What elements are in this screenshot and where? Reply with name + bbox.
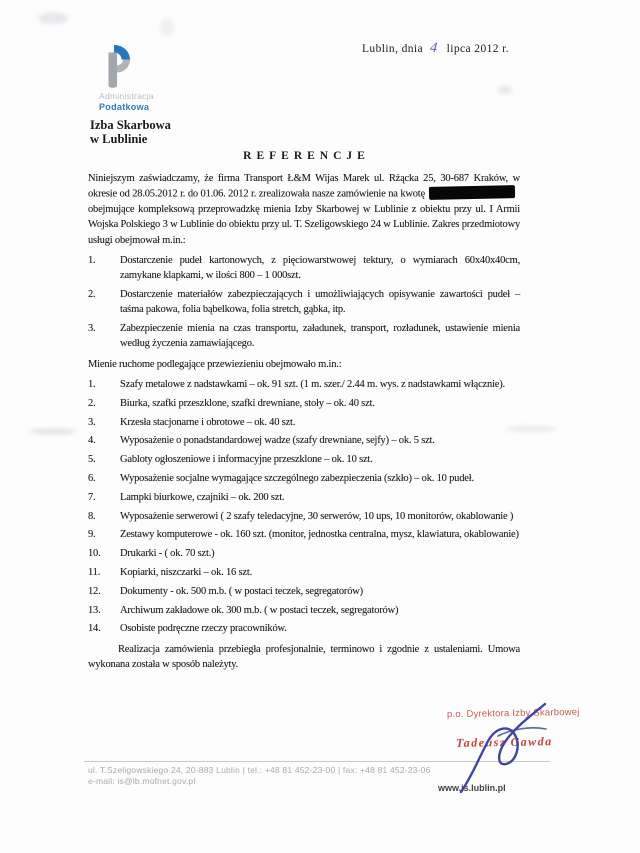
handwritten-signature — [448, 696, 568, 796]
logo-text-line1: Administracja — [99, 91, 154, 101]
scope-list — [88, 253, 520, 352]
issuer-line2: w Lublinie — [90, 132, 148, 146]
administracja-podatkowa-logo-icon — [102, 44, 134, 88]
list-item — [88, 396, 520, 411]
list-item-number: 6. — [88, 473, 96, 485]
signature-title-stamp: p.o. Dyrektora Izby Skarbowej — [446, 706, 580, 721]
list-item-text: Gabloty ogłoszeniowe i informacyjne przeszklone – ok. 10 szt. — [120, 454, 373, 466]
closing-paragraph: Realizacja zamówienia przebiegła profesjonalnie, terminowo i zgodnie z ustaleniami. Umowa wykonana została w sposób należyty. — [88, 643, 520, 671]
list-item — [88, 287, 520, 318]
list-item-number: 14. — [88, 623, 101, 635]
list-item — [88, 321, 520, 352]
list-item-number: 1. — [88, 254, 96, 266]
dateline — [362, 40, 509, 57]
list-item-text: Zabezpieczenie mienia na czas transportu, załadunek, transport, rozładunek, ustawienie mienia według życzenia zamawiającego. — [120, 323, 520, 350]
list-item-text: Dostarczenie materiałów zabezpieczających i umożliwiających opisywanie zawartości pudeł – taśma pakowa, folia bąbelkowa, folia stretch, gąbka, itp. — [120, 289, 520, 316]
list-item-text: Osobiste podręczne rzeczy pracowników. — [120, 623, 287, 635]
intro-text-after: obejmujące kompleksową przeprowadzkę mienia Izby Skarbowej w Lublinie z obiektu przy ul. I Armii Wojska Polskiego 3 w Lublinie do obiektu przy ul. T. Szeligowskiego 24 w Lublinie. Zakres przedmiotowy usługi obejmował m.in.: — [88, 204, 520, 246]
document-body — [88, 171, 520, 672]
list-item-text: Wyposażenie o ponadstandardowej wadze (szafy drewniane, sejfy) – ok. 5 szt. — [120, 435, 435, 447]
list-item-text: Kopiarki, niszczarki – ok. 16 szt. — [120, 567, 252, 579]
list-item-number: 9. — [88, 529, 96, 541]
signature-name-stamp: Tadeusz Gawda — [455, 734, 553, 750]
logo-text-line2: Podatkowa — [99, 102, 150, 112]
list-item — [88, 452, 520, 467]
handwritten-day: 4 — [429, 39, 439, 57]
property-intro: Mienie ruchome podlegające przewiezieniu obejmowało m.in.: — [88, 358, 342, 370]
footer-contact — [88, 765, 431, 787]
list-item — [88, 490, 520, 505]
list-item-number: 7. — [88, 491, 96, 503]
list-item-text: Archiwum zakładowe ok. 300 m.b. ( w postaci teczek, segregatorów) — [120, 604, 399, 616]
list-item-text: Biurka, szafki przeszklone, szafki drewniane, stoły – ok. 40 szt. — [120, 397, 375, 409]
list-item-text: Dokumenty - ok. 500 m.b. ( w postaci teczek, segregatorów) — [120, 585, 363, 597]
property-list — [88, 377, 520, 637]
list-item-number: 12. — [88, 585, 101, 597]
list-item-number: 11. — [88, 567, 101, 579]
list-item-text: Krzesła stacjonarne i obrotowe – ok. 40 szt. — [120, 416, 296, 428]
footer-email-line: e-mail: is@lb.mofnet.gov.pl — [88, 776, 196, 786]
list-item — [88, 471, 520, 486]
list-item-number: 8. — [88, 510, 96, 522]
document-title: REFERENCJE — [243, 150, 370, 162]
issuer-name — [90, 118, 171, 146]
list-item-number: 3. — [88, 323, 96, 335]
list-item-text: Szafy metalowe z nadstawkami – ok. 91 szt. (1 m. szer./ 2.44 m. wys. z nadstawkami włącznie). — [120, 379, 505, 391]
list-item — [88, 433, 520, 448]
intro-paragraph — [88, 171, 520, 248]
logo-block — [99, 44, 154, 112]
list-item-number: 5. — [88, 454, 96, 466]
list-item-text: Lampki biurkowe, czajniki – ok. 200 szt. — [120, 491, 285, 503]
dateline-prefix: Lublin, dnia — [362, 43, 424, 55]
list-item — [88, 546, 520, 561]
list-item — [88, 603, 520, 618]
list-item-number: 4. — [88, 435, 96, 447]
intro-text-before: Niniejszym zaświadczamy, że firma Transport Ł&M Wijas Marek ul. Rżącka 25, 30-687 Kraków, w okresie od 28.05.2012 r. do 01.06. 2012 r. zrealizowała nasze zamówienie na kwotę — [88, 173, 520, 200]
redaction-box — [429, 185, 515, 200]
scan-artifact — [160, 18, 174, 36]
footer-address-line: ul. T.Szeligowskiego 24, 20-883 Lublin | tel.: +48 81 452-23-00 | fax: +48 81 452-23-06 — [88, 765, 431, 775]
scan-artifact — [498, 86, 512, 94]
scan-artifact — [30, 428, 76, 435]
list-item-number: 10. — [88, 548, 101, 560]
list-item-number: 1. — [88, 379, 96, 391]
list-item-number: 3. — [88, 416, 96, 428]
list-item — [88, 621, 520, 636]
list-item-number: 2. — [88, 397, 96, 409]
list-item — [88, 565, 520, 580]
list-item-text: Wyposażenie serwerowi ( 2 szafy teledacyjne, 30 serwerów, 10 ups, 10 monitorów, okablowanie ) — [120, 510, 514, 522]
list-item — [88, 377, 520, 392]
list-item-text: Dostarczenie pudeł kartonowych, z pięciowarstwowej tektury, o wymiarach 60x40x40cm, zamykane klapkami, w ilości 800 – 1 000szt. — [120, 254, 520, 282]
issuer-line1: Izba Skarbowa — [90, 118, 171, 132]
list-item — [88, 527, 520, 542]
list-item — [88, 584, 520, 599]
list-item-number: 2. — [88, 289, 96, 301]
list-item-text: Zestawy komputerowe - ok. 160 szt. (monitor, jednostka centralna, mysz, klawiatura, okablowanie) — [120, 529, 519, 541]
scan-artifact — [38, 12, 68, 24]
list-item-text: Drukarki - ( ok. 70 szt.) — [120, 548, 215, 560]
list-item — [88, 509, 520, 524]
list-item-text: Wyposażenie socjalne wymagające szczególnego zabezpieczenia (szkło) – ok. 10 pudeł. — [120, 473, 474, 485]
list-item-number: 13. — [88, 604, 101, 616]
list-item — [88, 253, 520, 284]
list-item — [88, 415, 520, 430]
dateline-suffix: lipca 2012 r. — [446, 43, 510, 55]
footer-website: www.is.lublin.pl — [438, 783, 506, 793]
